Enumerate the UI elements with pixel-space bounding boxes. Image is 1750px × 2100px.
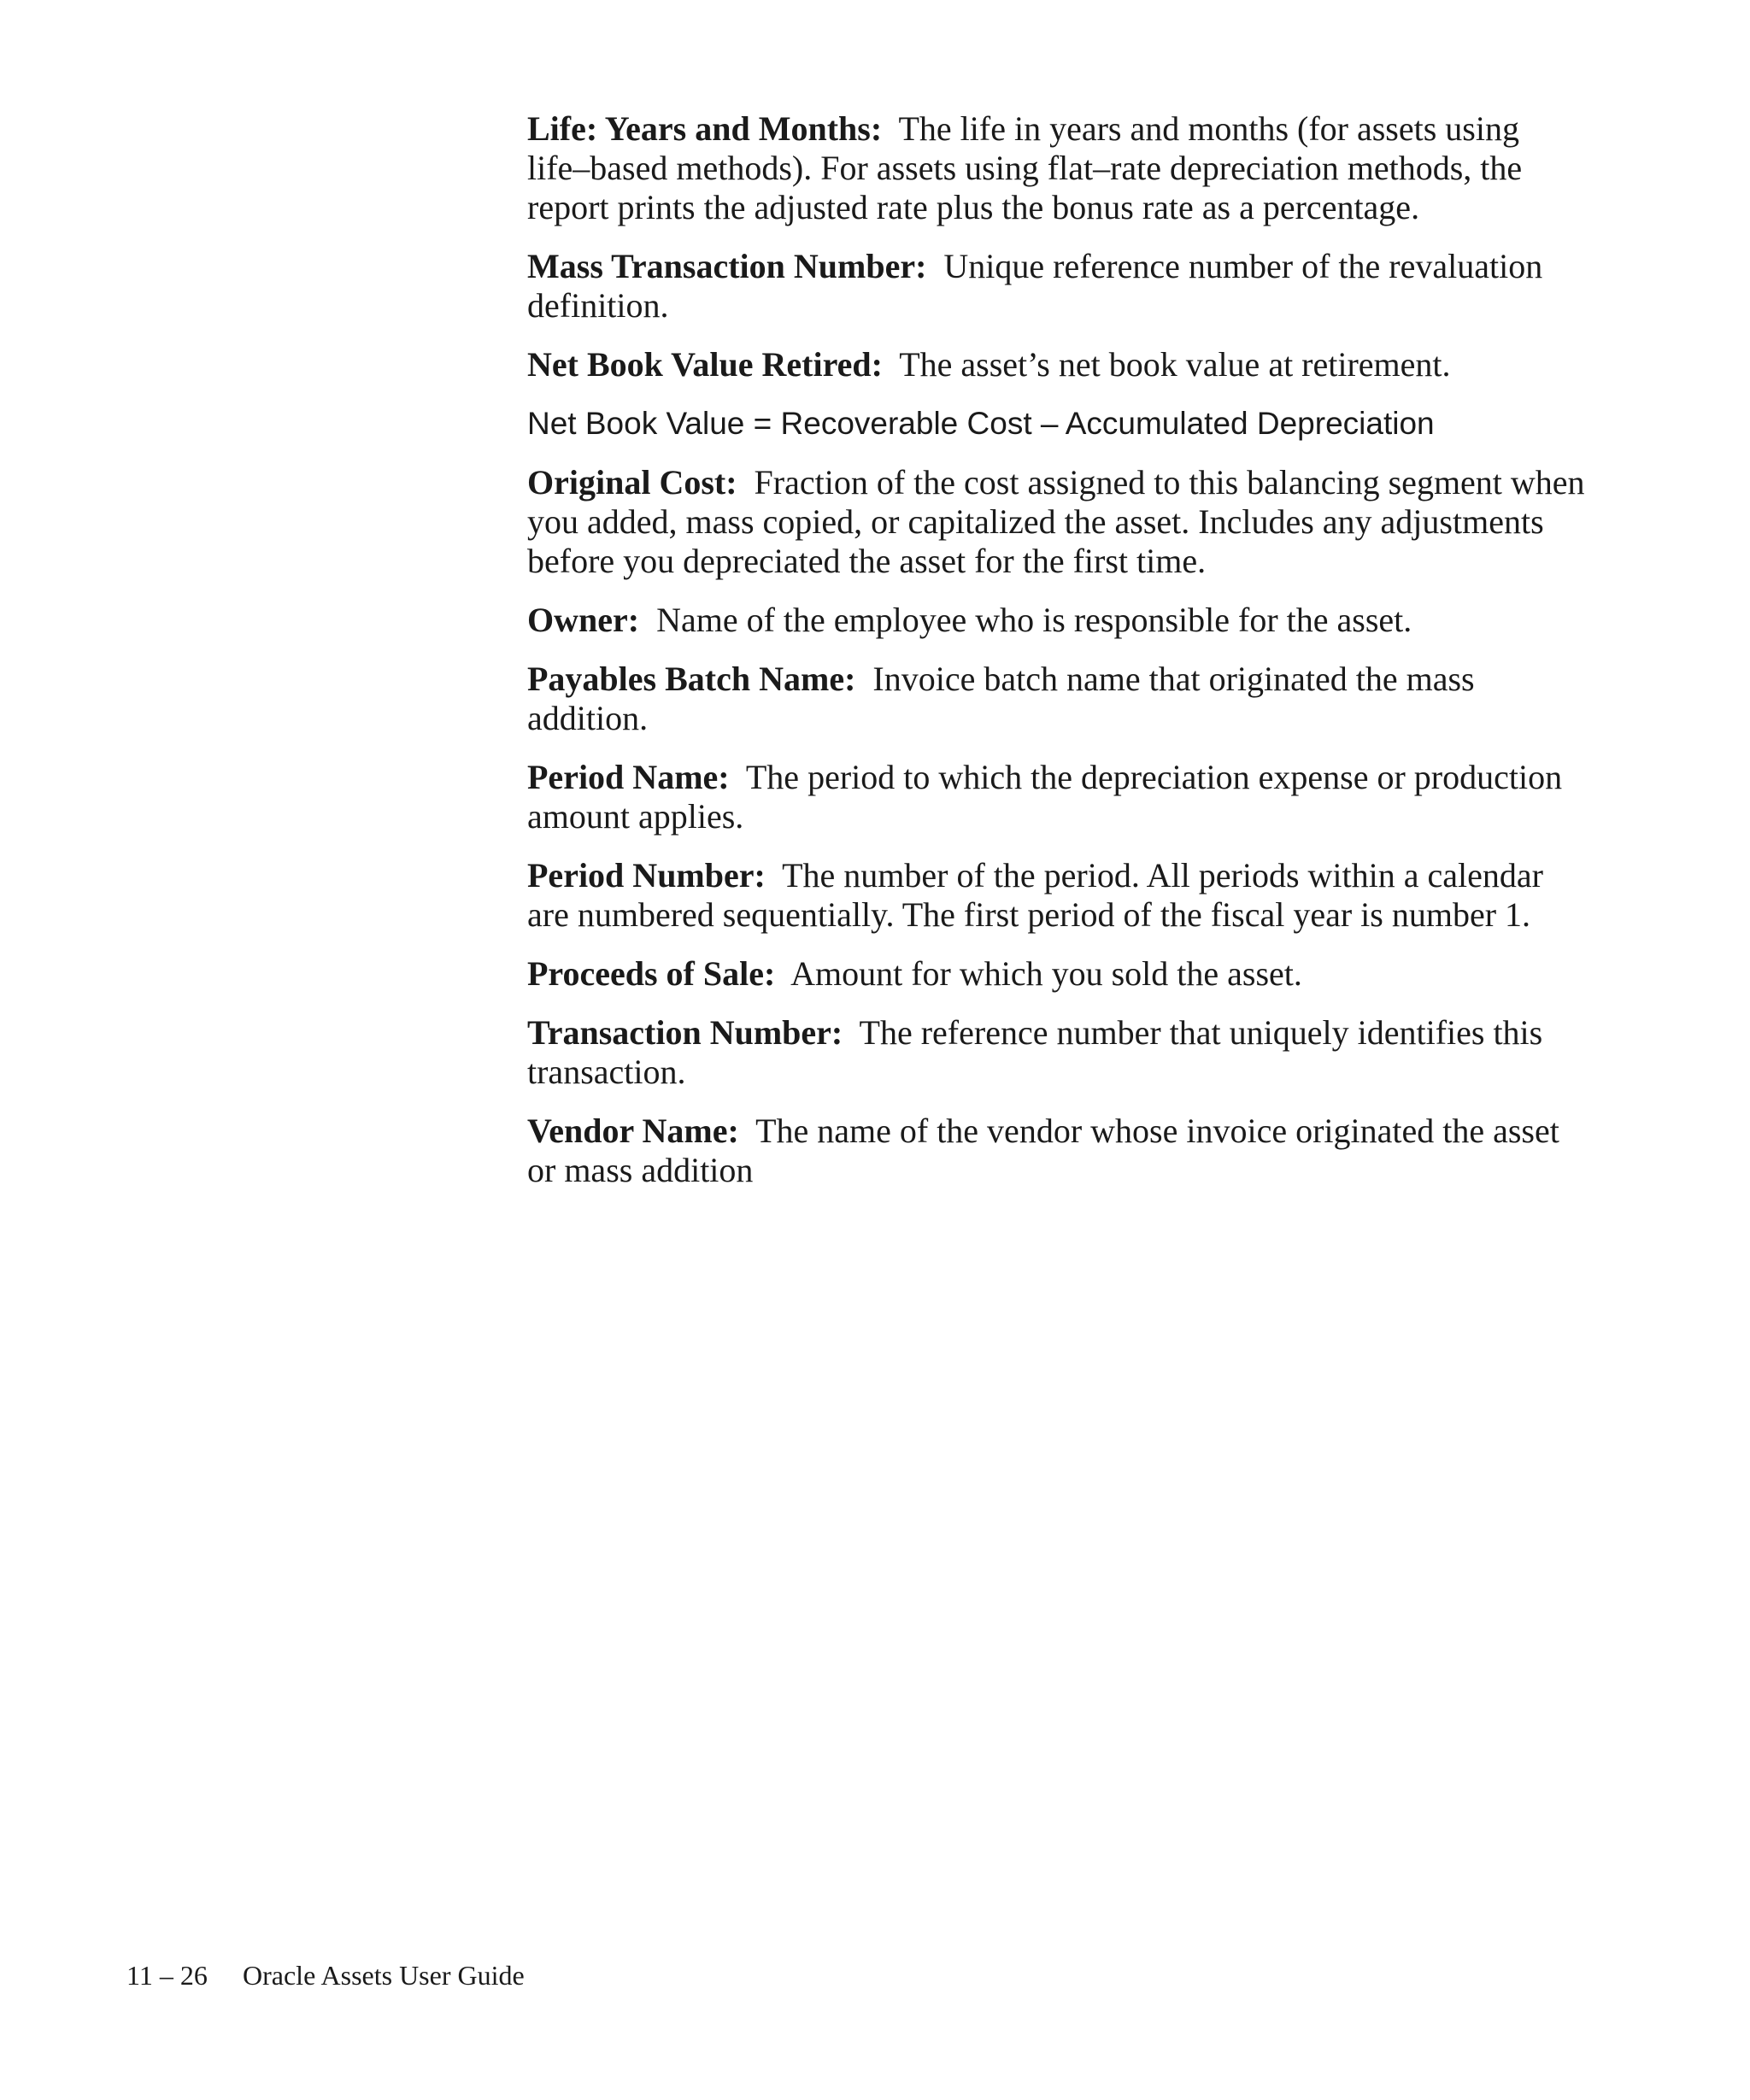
entry-owner (527, 601, 1587, 640)
entry-term: Life: Years and Months: (527, 109, 883, 148)
glossary-content (527, 109, 1587, 1210)
entry-net-book-value-retired (527, 345, 1587, 384)
net-book-value-formula: Net Book Value = Recoverable Cost – Accumulated Depreciation (527, 406, 1435, 441)
entry-original-cost (527, 463, 1587, 581)
entry-definition: Fraction of the cost assigned to this balancing segment when you added, mass copied, or capitalized the asset. Includes any adjustments before you depreciated the asset for the first time. (527, 463, 1585, 580)
entry-term: Mass Transaction Number: (527, 247, 927, 285)
entry-term: Original Cost: (527, 463, 737, 502)
entry-term: Period Number: (527, 856, 766, 895)
entry-definition: Amount for which you sold the asset. (790, 954, 1302, 993)
entry-definition: The number of the period. All periods within a calendar are numbered sequentially. The first period of the fiscal year is number 1. (527, 856, 1543, 934)
entry-definition: The name of the vendor whose invoice originated the asset or mass addition (527, 1112, 1559, 1189)
entry-period-name (527, 758, 1587, 836)
entry-period-number (527, 856, 1587, 935)
page-footer (126, 1958, 525, 1992)
entry-life-years-months (527, 109, 1587, 227)
entry-definition: Invoice batch name that originated the mass addition. (527, 660, 1475, 737)
guide-title: Oracle Assets User Guide (243, 1960, 525, 1991)
entry-mass-transaction-number (527, 247, 1587, 326)
entry-term: Payables Batch Name: (527, 660, 856, 698)
entry-term: Period Name: (527, 758, 730, 796)
entry-definition: Name of the employee who is responsible for the asset. (656, 601, 1412, 639)
entry-definition: The period to which the depreciation expense or production amount applies. (527, 758, 1563, 836)
entry-vendor-name (527, 1112, 1587, 1190)
entry-term: Net Book Value Retired: (527, 345, 883, 384)
entry-definition: Unique reference number of the revaluation definition. (527, 247, 1543, 325)
entry-term: Owner: (527, 601, 640, 639)
entry-term: Vendor Name: (527, 1112, 739, 1150)
entry-payables-batch-name (527, 660, 1587, 738)
entry-definition: The asset’s net book value at retirement. (899, 345, 1451, 384)
entry-definition: The reference number that uniquely identifies this transaction. (527, 1013, 1543, 1091)
entry-definition: The life in years and months (for assets using life–based methods). For assets using flat–rate depreciation methods, the report prints the adjusted rate plus the bonus rate as a percentage. (527, 109, 1523, 226)
entry-transaction-number (527, 1013, 1587, 1092)
page-number: 11 – 26 (126, 1960, 208, 1991)
entry-term: Proceeds of Sale: (527, 954, 776, 993)
entry-proceeds-of-sale (527, 954, 1587, 994)
entry-term: Transaction Number: (527, 1013, 843, 1052)
